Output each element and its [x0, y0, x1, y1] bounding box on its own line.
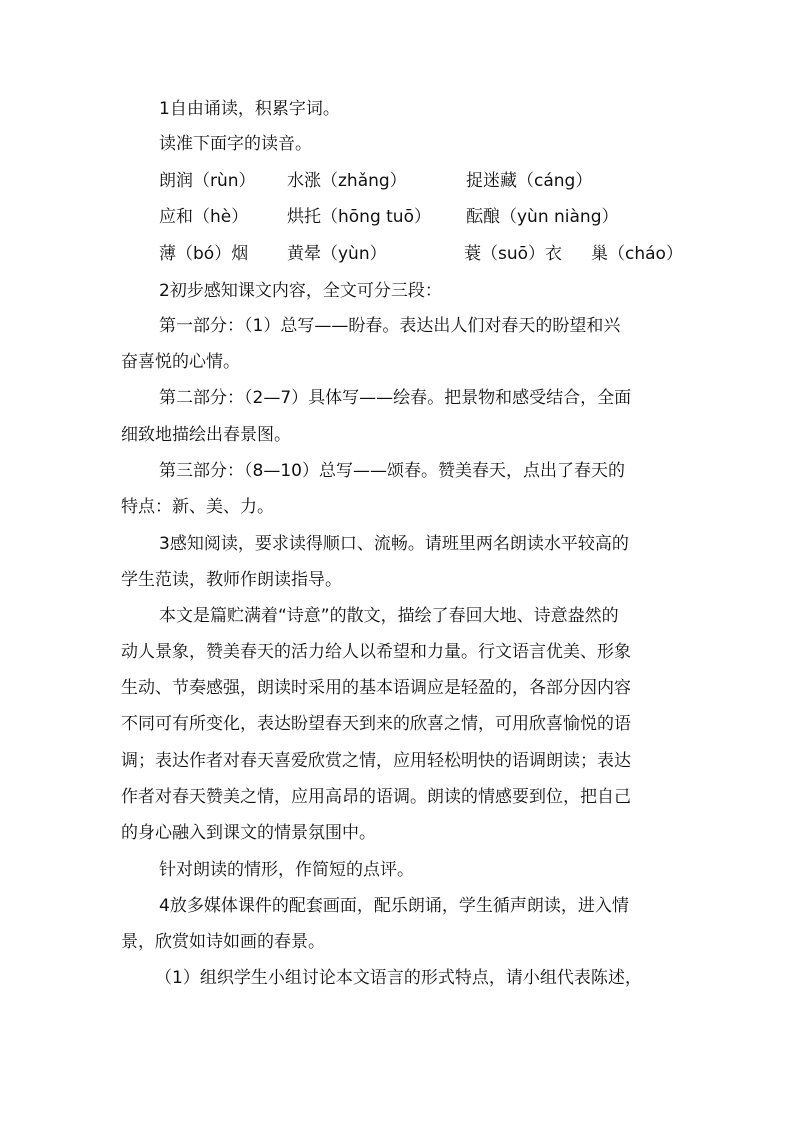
item3-line1: 3感知阅读，要求读得顺口、流畅。请班里两名朗读水平较高的: [159, 534, 629, 554]
para-line7: 的身心融入到课文的情景氛围中。: [121, 823, 376, 843]
part1-line1: 第一部分：（1）总写——盼春。表达出人们对春天的盼望和兴: [159, 316, 621, 336]
vocab-item: 巢（cháo）: [591, 244, 683, 264]
item4-line1: 4放多媒体课件的配套画面，配乐朗诵，学生循声朗读，进入情: [159, 896, 629, 916]
item1-subtitle: 读准下面字的读音。: [159, 134, 312, 154]
vocab-item: 捉迷藏（cáng）: [466, 171, 593, 191]
vocab-item: 酝酿（yùn niàng）: [466, 207, 619, 227]
vocab-row-1: [159, 170, 719, 192]
comment-line: 针对朗读的情形，作简短的点评。: [159, 860, 414, 880]
vocab-row-3: [159, 243, 719, 265]
vocab-item: 朗润（rùn）: [159, 171, 256, 191]
item2-title: 2初步感知课文内容，全文可分三段：: [159, 281, 442, 301]
part2-line2: 细致地描绘出春景图。: [121, 425, 291, 445]
vocab-row-2: [159, 206, 719, 228]
para-line1: 本文是篇贮满着“诗意”的散文，描绘了春回大地、诗意盎然的: [159, 606, 619, 626]
para-line2: 动人景象，赞美春天的活力给人以希望和力量。行文语言优美、形象: [121, 642, 631, 662]
part3-line1: 第三部分：（8—10）总写——颂春。赞美春天，点出了春天的: [159, 461, 625, 481]
para-line5: 调；表达作者对春天喜爱欣赏之情，应用轻松明快的语调朗读；表达: [121, 751, 631, 771]
para-line3: 生动、节奏感强，朗读时采用的基本语调应是轻盈的，各部分因内容: [121, 678, 631, 698]
vocab-item: 烘托（hōng tuō）: [287, 207, 431, 227]
vocab-item: 水涨（zhǎng）: [287, 171, 407, 191]
vocab-item: 应和（hè）: [159, 207, 249, 227]
part1-line2: 奋喜悦的心情。: [121, 352, 240, 372]
item3-line2: 学生范读，教师作朗读指导。: [121, 570, 342, 590]
part2-line1: 第二部分：（2—7）具体写——绘春。把景物和感受结合，全面: [159, 388, 632, 408]
item4-line2: 景，欣赏如诗如画的春景。: [121, 932, 325, 952]
para-line4: 不同可有所变化，表达盼望春天到来的欣喜之情，可用欣喜愉悦的语: [121, 714, 631, 734]
item1-title: 1自由诵读，积累字词。: [159, 99, 340, 119]
sub1-line: （1）组织学生小组讨论本文语言的形式特点，请小组代表陈述，: [155, 968, 642, 988]
part3-line2: 特点：新、美、力。: [121, 497, 274, 517]
vocab-item: 蓑（suō）衣: [464, 244, 563, 264]
vocab-item: 黄晕（yùn）: [287, 244, 387, 264]
vocab-item: 薄（bó）烟: [159, 244, 249, 264]
para-line6: 作者对春天赞美之情，应用高昂的语调。朗读的情感要到位，把自己: [121, 787, 631, 807]
